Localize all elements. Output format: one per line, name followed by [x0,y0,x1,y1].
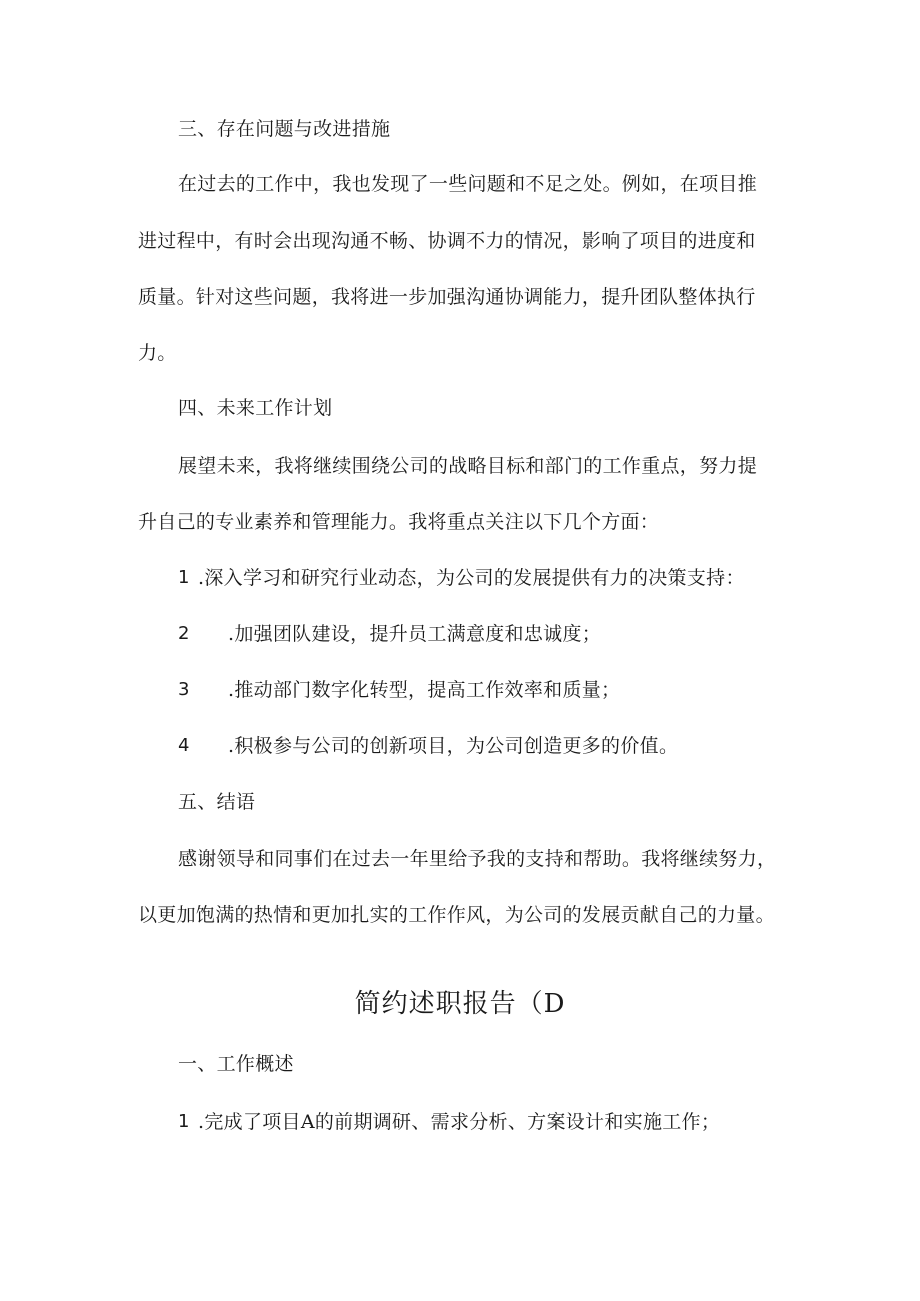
list-item-text: .推动部门数字化转型，提高工作效率和质量； [228,679,621,701]
paragraph-line: 力。 [138,342,177,364]
section-heading: 四、未来工作计划 [178,397,333,419]
section-heading: 三、存在问题与改进措施 [178,118,391,140]
section-heading: 五、结语 [178,791,256,813]
list-item-number: 3 [178,679,190,700]
paragraph-line: 质量。针对这些问题，我将进一步加强沟通协调能力，提升团队整体执行 [138,286,756,308]
section-heading: 一、工作概述 [178,1053,294,1075]
paragraph-line: 展望未来，我将继续围绕公司的战略目标和部门的工作重点，努力提 [178,455,758,477]
list-item-text: .加强团队建设，提升员工满意度和忠诚度； [228,623,602,645]
list-item-number: 1 [178,567,190,588]
paragraph-line: 在过去的工作中，我也发现了一些问题和不足之处。例如，在项目推 [178,173,758,195]
paragraph-line: 感谢领导和同事们在过去一年里给予我的支持和帮助。我将继续努力， [178,848,777,870]
list-item-text: .积极参与公司的创新项目，为公司创造更多的价值。 [228,735,679,757]
list-item-number: 2 [178,623,190,644]
paragraph-line: 进过程中，有时会出现沟通不畅、协调不力的情况，影响了项目的进度和 [138,230,756,252]
list-item-text: .深入学习和研究行业动态，为公司的发展提供有力的决策支持： [198,567,745,589]
list-item-text: .完成了项目A的前期调研、需求分析、方案设计和实施工作； [198,1111,721,1133]
paragraph-line: 以更加饱满的热情和更加扎实的工作作风，为公司的发展贡献自己的力量。 [138,904,775,926]
list-item-number: 4 [178,735,190,756]
report-title: 简约述职报告（D [354,989,566,1019]
list-item-number: 1 [178,1111,190,1132]
paragraph-line: 升自己的专业素养和管理能力。我将重点关注以下几个方面： [138,511,660,533]
